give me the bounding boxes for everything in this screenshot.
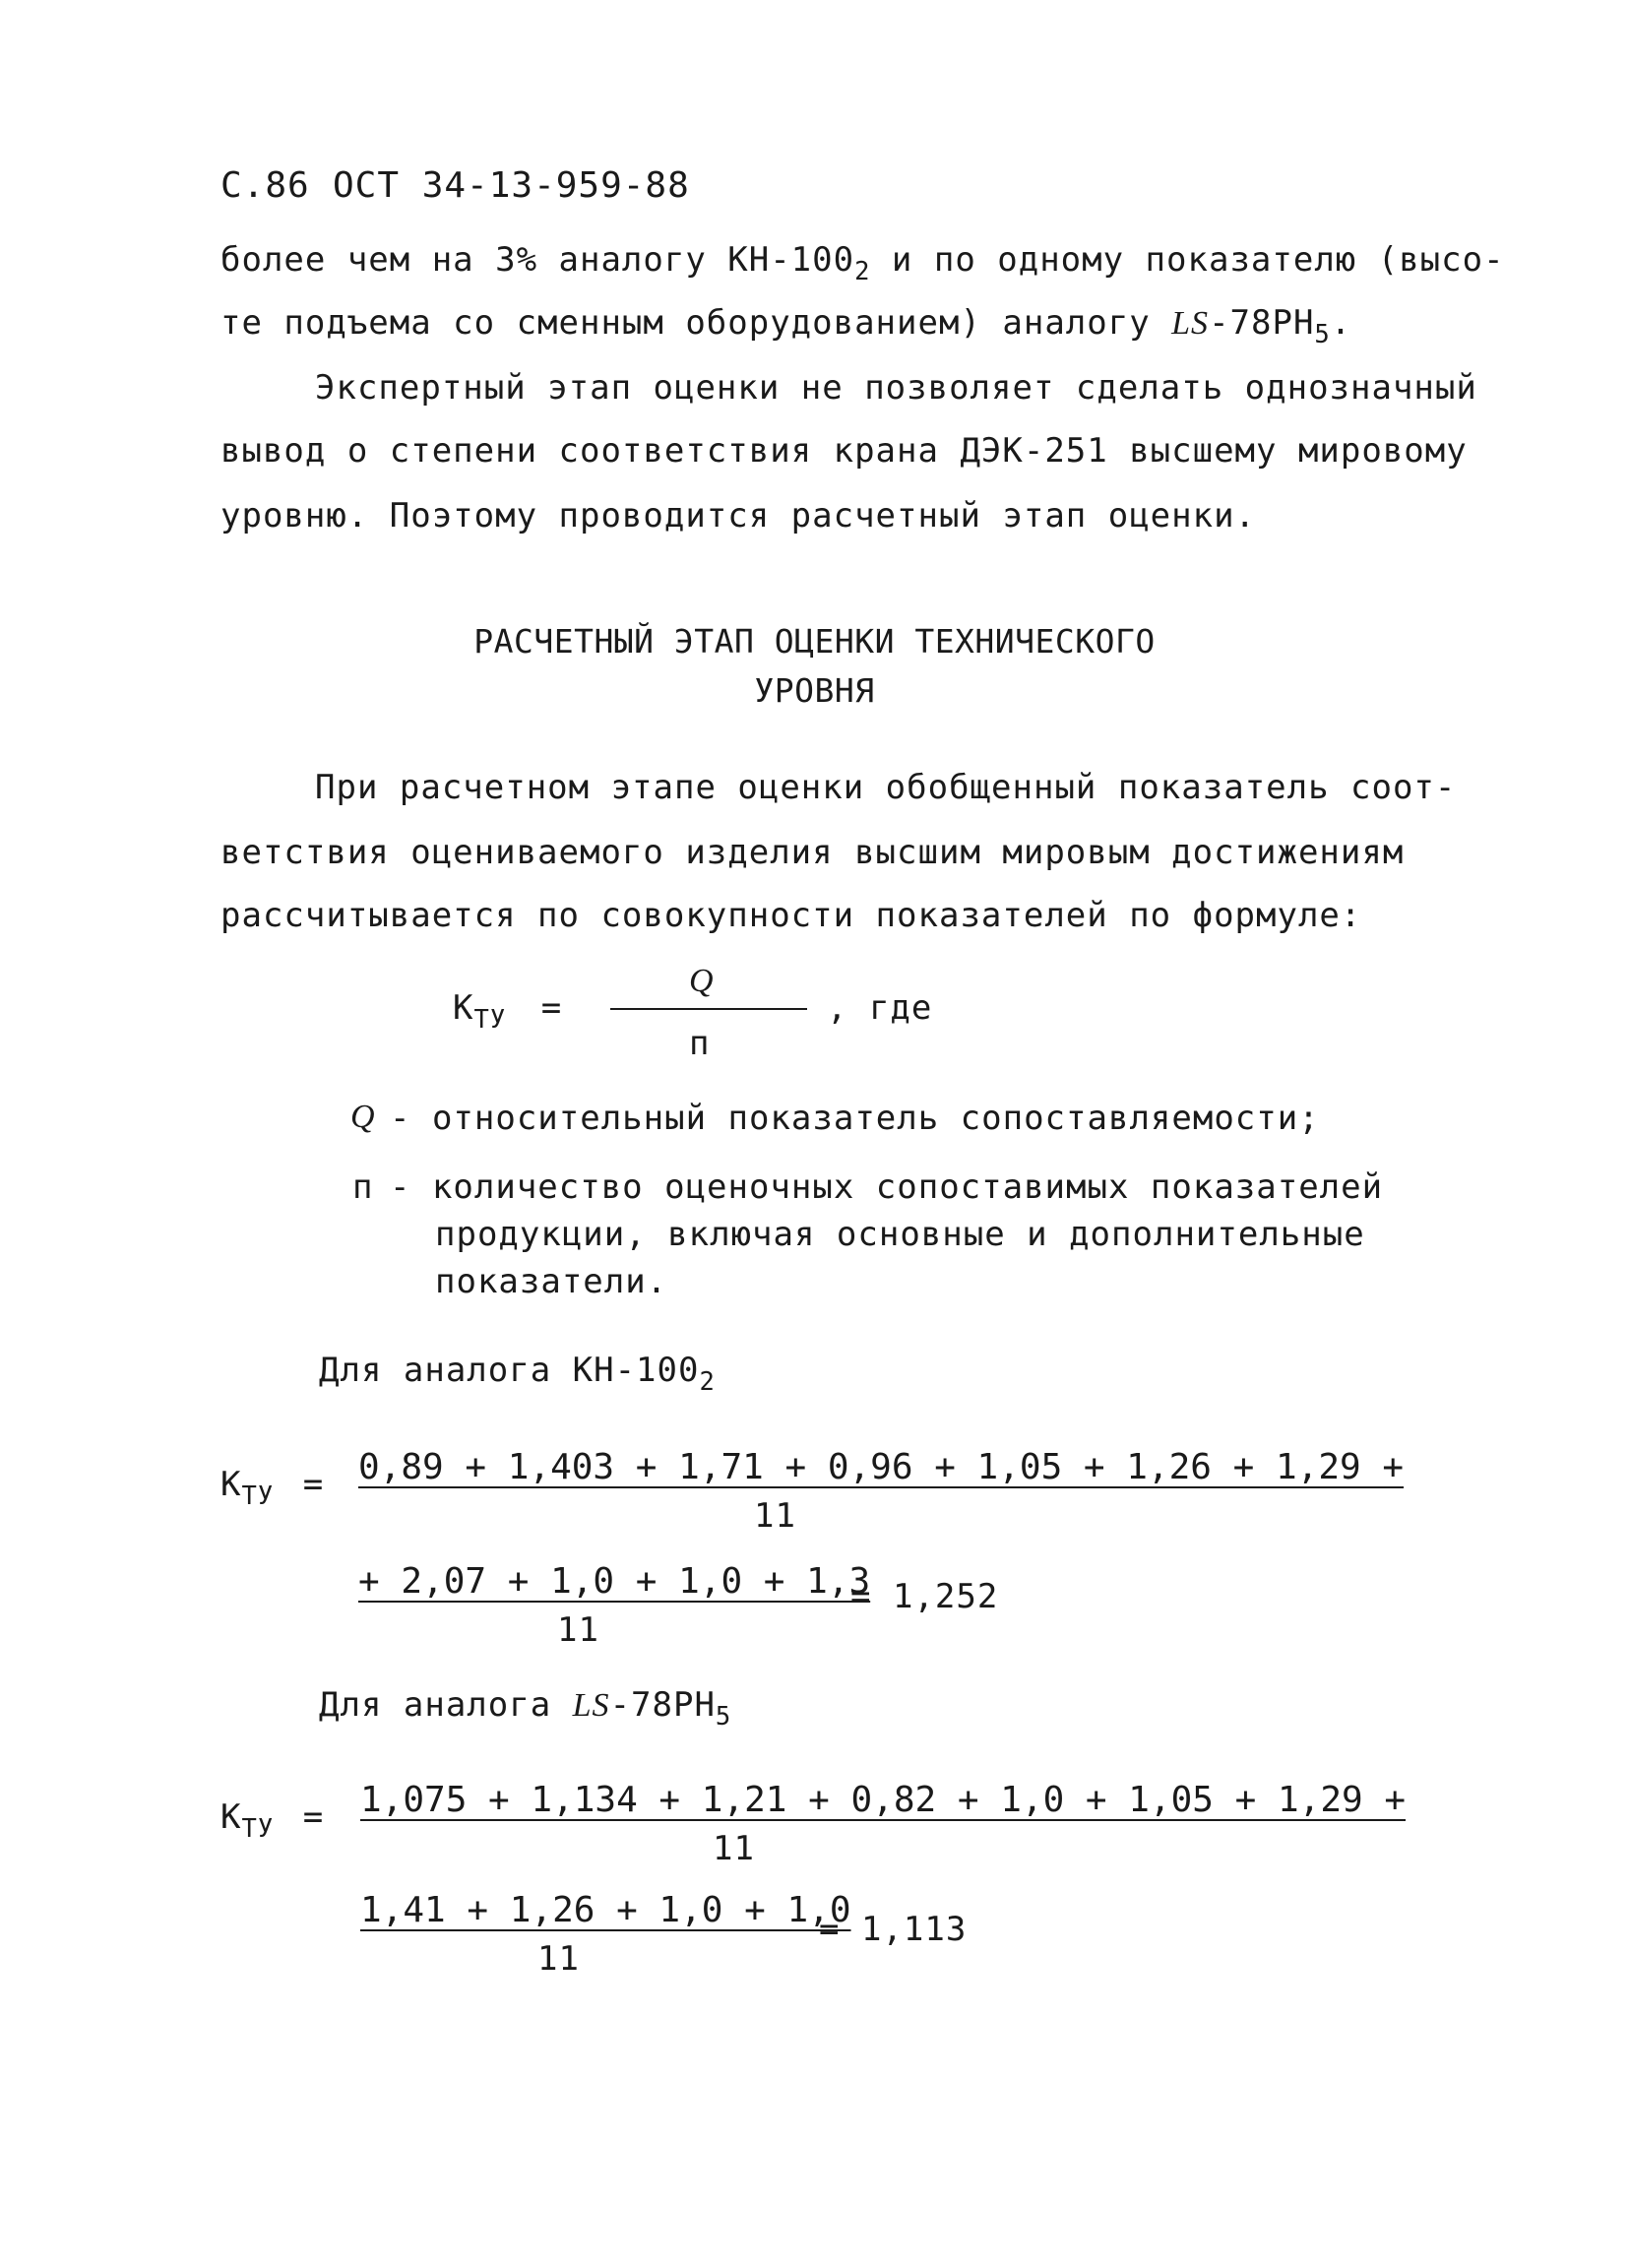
- analog1-numerator-2: + 2,07 + 1,0 + 1,0 + 1,3: [358, 1561, 871, 1602]
- analog2-denominator-2: 11: [537, 1939, 580, 1979]
- legend-q-description: - относительный показатель сопоставляемости;: [390, 1099, 1320, 1138]
- analog2-numerator-1: 1,075 + 1,134 + 1,21 + 0,82 + 1,0 + 1,05 + 1,29 +: [360, 1780, 1407, 1820]
- analog1-result: = 1,252: [850, 1577, 999, 1616]
- legend-n-description-2: продукции, включая основные и дополнительные: [435, 1215, 1365, 1254]
- main-formula-fraction-bar: [610, 1008, 807, 1010]
- k-symbol: К: [220, 1465, 242, 1504]
- para3-line3: рассчитывается по совокупности показателей по формуле:: [220, 896, 1362, 935]
- main-formula-denominator: п: [689, 1024, 711, 1063]
- para2-line3: уровню. Поэтому проводится расчетный этап оценки.: [220, 496, 1257, 536]
- subscript: ТУ: [473, 1004, 507, 1035]
- para1-line1: [220, 240, 1505, 286]
- text-span: Для аналога: [319, 1685, 573, 1725]
- analog1-title: [319, 1351, 716, 1397]
- analog1-denominator-1: 11: [754, 1496, 796, 1536]
- equals-sign: =: [540, 988, 563, 1028]
- italic-text: LS: [572, 1687, 610, 1724]
- subscript: ТУ: [241, 1813, 275, 1844]
- analog1-denominator-2: 11: [557, 1610, 599, 1650]
- subscript: 5: [715, 1701, 732, 1732]
- para3-line2: ветствия оцениваемого изделия высшим мировым достижениям: [220, 833, 1405, 872]
- text-span: -78РН: [1209, 303, 1315, 343]
- legend-n-description-1: - количество оценочных сопоставимых показателей: [390, 1167, 1384, 1207]
- legend-n-symbol: п: [352, 1167, 374, 1207]
- text-span: и по одному показателю (высо-: [870, 240, 1505, 280]
- legend-q-symbol: Q: [350, 1099, 376, 1135]
- analog1-lhs: [220, 1465, 325, 1511]
- para3-line1: При расчетном этапе оценки обобщенный показатель соот-: [315, 768, 1457, 807]
- main-formula-where: , где: [827, 988, 933, 1028]
- analog2-denominator-1: 11: [713, 1829, 755, 1868]
- para2-line2: вывод о степени соответствия крана ДЭК-251 высшему мировому: [220, 431, 1468, 471]
- analog2-numerator-2: 1,41 + 1,26 + 1,0 + 1,0: [360, 1890, 851, 1930]
- page-number: С.86: [220, 165, 310, 206]
- equals-sign: =: [302, 1797, 325, 1837]
- main-formula-numerator: Q: [689, 963, 715, 999]
- text-span: Для аналога КН-100: [319, 1351, 700, 1390]
- subscript: 5: [1314, 319, 1331, 349]
- analog2-title: [319, 1685, 732, 1732]
- subscript: ТУ: [241, 1480, 275, 1511]
- k-symbol: К: [220, 1797, 242, 1837]
- para1-line2: [220, 303, 1352, 349]
- analog2-lhs: [220, 1797, 325, 1844]
- text-span: те подъема со сменным оборудованием) аналогу: [220, 303, 1172, 343]
- k-symbol: К: [453, 988, 474, 1028]
- section-title-line2: УРОВНЯ: [754, 671, 875, 710]
- equals-sign: =: [302, 1465, 325, 1504]
- subscript: 2: [699, 1366, 716, 1397]
- analog2-result: = 1,113: [819, 1910, 968, 1949]
- standard-code: ОСТ 34-13-959-88: [333, 165, 690, 206]
- text-span: .: [1330, 303, 1352, 343]
- subscript: 2: [854, 256, 871, 286]
- section-title-line1: РАСЧЕТНЫЙ ЭТАП ОЦЕНКИ ТЕХНИЧЕСКОГО: [473, 622, 1156, 661]
- legend-n-description-3: показатели.: [435, 1262, 668, 1301]
- main-formula-lhs: [453, 988, 563, 1035]
- analog1-numerator-1: 0,89 + 1,403 + 1,71 + 0,96 + 1,05 + 1,26 + 1,29 +: [358, 1447, 1405, 1487]
- italic-text: LS: [1171, 305, 1210, 342]
- text-span: более чем на 3% аналогу КН-100: [220, 240, 855, 280]
- text-span: -78РН: [609, 1685, 716, 1725]
- para2-line1: Экспертный этап оценки не позволяет сделать однозначный: [315, 368, 1477, 408]
